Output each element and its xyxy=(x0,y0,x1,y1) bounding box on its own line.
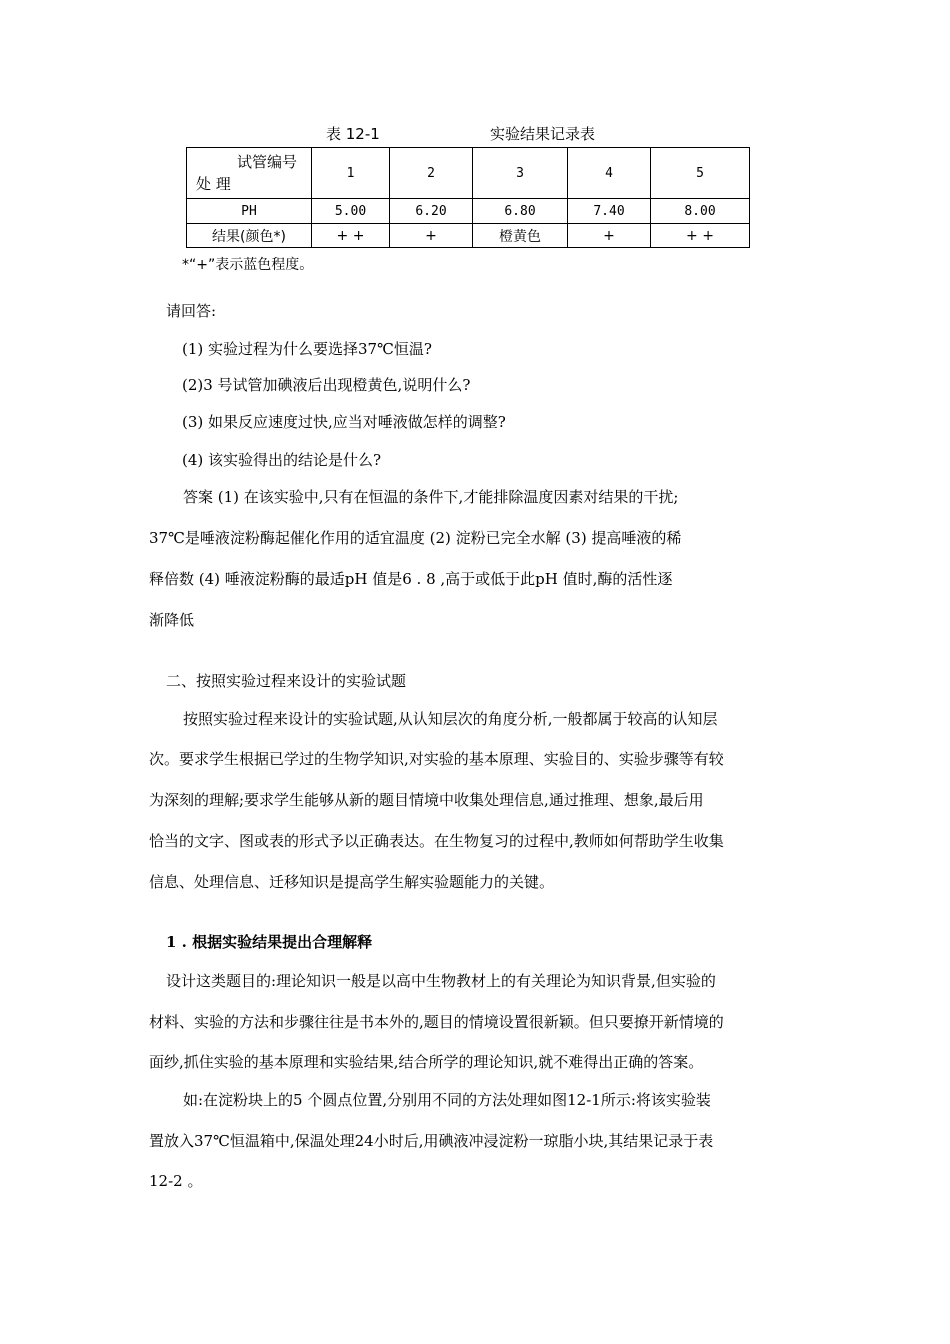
ph-value-cell: 5.00 xyxy=(312,199,390,224)
subsection-1-paragraph-line: 12-2 。 xyxy=(149,1172,203,1190)
result-row xyxy=(187,224,750,248)
section-2-paragraph-line: 恰当的文字、图或表的形式予以正确表达。在生物复习的过程中,教师如何帮助学生收集 xyxy=(149,832,724,850)
tube-number-cell: 5 xyxy=(651,148,750,199)
section-2-paragraph-line: 按照实验过程来设计的实验试题,从认知层次的角度分析,一般都属于较高的认知层 xyxy=(183,710,718,728)
tube-number-cell: 2 xyxy=(390,148,473,199)
question-4: (4) 该实验得出的结论是什么? xyxy=(182,451,382,469)
subsection-1-heading: 1 . 根据实验结果提出合理解释 xyxy=(166,933,373,951)
ph-label-cell: PH xyxy=(187,199,312,224)
answer-line-4: 渐降低 xyxy=(149,611,195,629)
header-tube-number-label: 试管编号 xyxy=(236,153,297,171)
questions-intro: 请回答: xyxy=(166,302,217,320)
tube-number-cell: 4 xyxy=(568,148,651,199)
subsection-1-paragraph-line: 设计这类题目的:理论知识一般是以高中生物教材上的有关理论为知识背景,但实验的 xyxy=(166,972,716,990)
result-cell: + + xyxy=(312,224,390,248)
ph-value-cell: 6.20 xyxy=(390,199,473,224)
result-cell: + xyxy=(390,224,473,248)
header-treatment-label: 处 理 xyxy=(196,175,231,193)
question-2: (2)3 号试管加碘液后出现橙黄色,说明什么? xyxy=(182,376,471,394)
result-cell: 橙黄色 xyxy=(473,224,568,248)
table-header-row xyxy=(187,148,750,199)
subsection-1-paragraph-line: 如:在淀粉块上的5 个圆点位置,分别用不同的方法处理如图12-1所示:将该实验装 xyxy=(183,1091,711,1109)
table-caption-number: 表 12-1 xyxy=(326,125,380,143)
question-1: (1) 实验过程为什么要选择37℃恒温? xyxy=(182,340,432,358)
answer-line-1: 答案 (1) 在该实验中,只有在恒温的条件下,才能排除温度因素对结果的干扰; xyxy=(183,488,679,506)
tube-number-cell: 3 xyxy=(473,148,568,199)
subsection-1-paragraph-line: 面纱,抓住实验的基本原理和实验结果,结合所学的理论知识,就不难得出正确的答案。 xyxy=(149,1053,704,1071)
results-table xyxy=(186,147,750,248)
header-corner-cell xyxy=(187,148,312,199)
ph-row xyxy=(187,199,750,224)
question-3: (3) 如果反应速度过快,应当对唾液做怎样的调整? xyxy=(182,413,506,431)
ph-value-cell: 7.40 xyxy=(568,199,651,224)
tube-number-cell: 1 xyxy=(312,148,390,199)
ph-value-cell: 8.00 xyxy=(651,199,750,224)
section-2-heading: 二、按照实验过程来设计的实验试题 xyxy=(166,672,407,690)
subsection-1-paragraph-line: 材料、实验的方法和步骤往往是书本外的,题目的情境设置很新颖。但只要撩开新情境的 xyxy=(149,1013,724,1031)
section-2-paragraph-line: 信息、处理信息、迁移知识是提高学生解实验题能力的关键。 xyxy=(149,873,555,891)
ph-value-cell: 6.80 xyxy=(473,199,568,224)
section-2-paragraph-line: 次。要求学生根据已学过的生物学知识,对实验的基本原理、实验目的、实验步骤等有较 xyxy=(149,750,724,768)
answer-line-3: 释倍数 (4) 唾液淀粉酶的最适pH 值是6 . 8 ,高于或低于此pH 值时,酶的活性逐 xyxy=(149,570,673,588)
subsection-1-paragraph-line: 置放入37℃恒温箱中,保温处理24小时后,用碘液冲浸淀粉一琼脂小块,其结果记录于表 xyxy=(149,1132,714,1150)
table-caption-title: 实验结果记录表 xyxy=(490,125,596,143)
table-caption xyxy=(326,124,656,144)
answer-line-2: 37℃是唾液淀粉酶起催化作用的适宜温度 (2) 淀粉已完全水解 (3) 提高唾液的稀 xyxy=(149,529,682,547)
table-footnote: *“+”表示蓝色程度。 xyxy=(182,257,314,273)
result-cell: + xyxy=(568,224,651,248)
section-2-paragraph-line: 为深刻的理解;要求学生能够从新的题目情境中收集处理信息,通过推理、想象,最后用 xyxy=(149,791,704,809)
result-label-cell: 结果(颜色*) xyxy=(187,224,312,248)
result-cell: + + xyxy=(651,224,750,248)
